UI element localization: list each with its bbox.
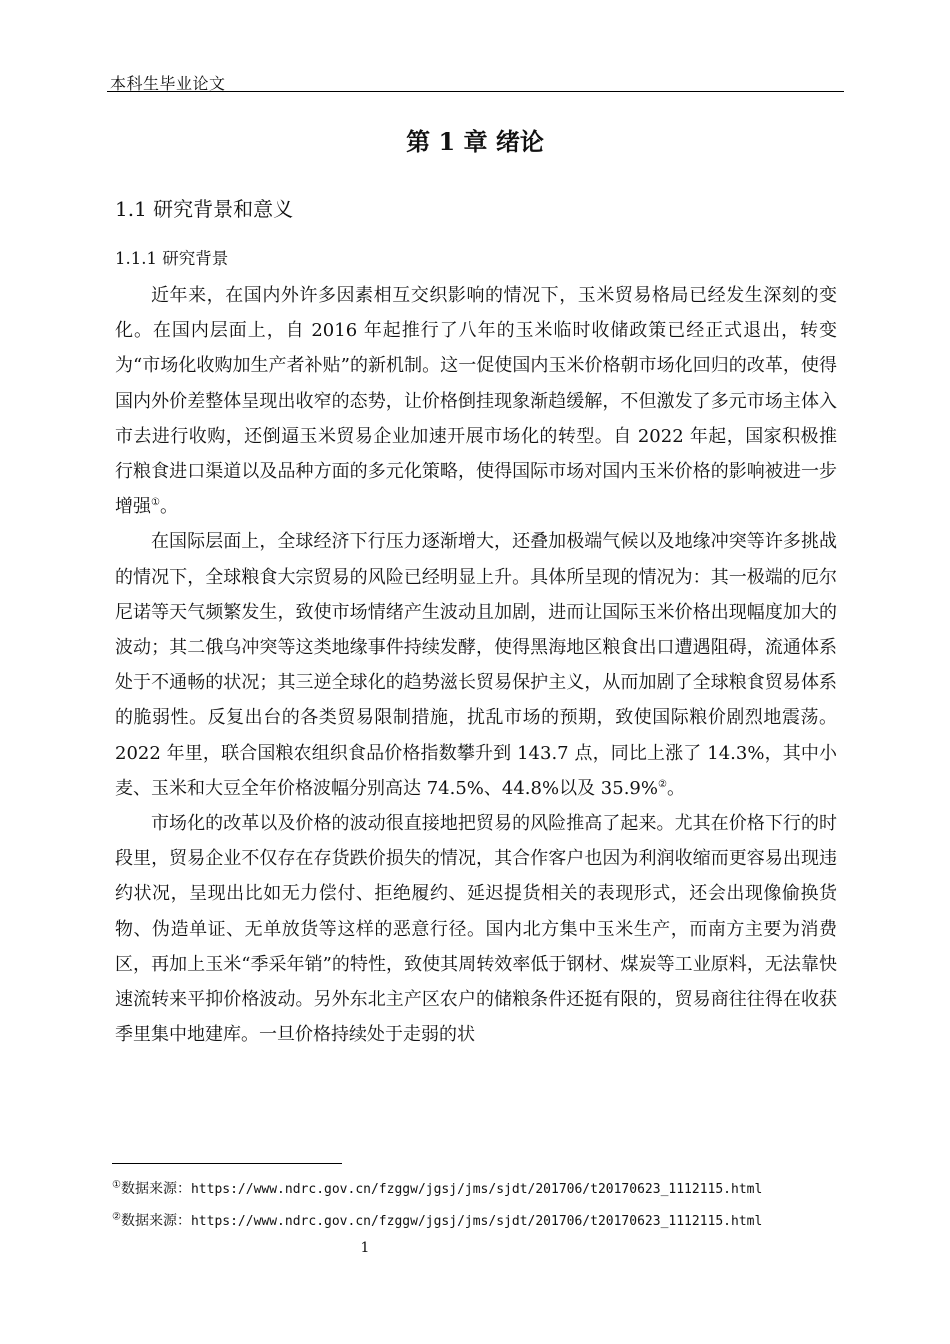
header-rule [107, 91, 844, 92]
footnote-ref[interactable]: ① [151, 497, 160, 509]
paragraph [115, 278, 837, 524]
subsection-title: 1.1.1 研究背景 [115, 249, 229, 268]
footnote-label: 数据来源： [120, 1181, 191, 1197]
paragraph-tail: 。 [666, 777, 685, 799]
paragraph-tail: 。 [159, 496, 178, 518]
footnote-mark: ② [112, 1211, 121, 1223]
footnote-url-link[interactable]: https://www.ndrc.gov.cn/fzggw/jgsj/jms/sjdt/201706/t20170623_1112115.html [190, 1214, 763, 1229]
footnote-url-link[interactable]: https://www.ndrc.gov.cn/fzggw/jgsj/jms/sjdt/201706/t20170623_1112115.html [190, 1182, 763, 1197]
paragraph [115, 806, 837, 1052]
paragraph-text: 近年来，在国内外许多因素相互交织影响的情况下，玉米贸易格局已经发生深刻的变化。在国内层面上，自 2016 年起推行了八年的玉米临时收储政策已经正式退出，转变为“市场化收购加生产者补贴”的新机制。这一促使国内玉米价格朝市场化回归的改革，使得国内外价差整体呈现出收窄的态势，让价格倒挂现象渐趋缓解，不但激发了多元市场主体入市去进行收购，还倒逼玉米贸易企业加速开展市场化的转型。自 2022 年起，国家积极推行粮食进口渠道以及品种方面的多元化策略，使得国际市场对国内玉米价格的影响被进一步增强 [115, 285, 837, 518]
page-number: 1 [360, 1240, 370, 1256]
footnote [112, 1210, 762, 1230]
footnote-ref[interactable]: ② [658, 778, 667, 790]
footnote-label: 数据来源： [120, 1213, 191, 1229]
paragraph-text: 在国际层面上，全球经济下行压力逐渐增大，还叠加极端气候以及地缘冲突等许多挑战的情况下，全球粮食大宗贸易的风险已经明显上升。具体所呈现的情况为：其一极端的厄尔尼诺等天气频繁发生，致使市场情绪产生波动且加剧，进而让国际玉米价格出现幅度加大的波动；其二俄乌冲突等这类地缘事件持续发酵，使得黑海地区粮食出口遭遇阻碍，流通体系处于不通畅的状况；其三逆全球化的趋势滋长贸易保护主义，从而加剧了全球粮食贸易体系的脆弱性。反复出台的各类贸易限制措施，扰乱市场的预期，致使国际粮价剧烈地震荡。2022 年里，联合国粮农组织食品价格指数攀升到 143.7 点，同比上涨了 14.3%，其中小麦、玉米和大豆全年价格波幅分别高达 74.5%、44.8%以及 35.9% [115, 531, 837, 799]
footnote [112, 1178, 762, 1198]
section-title: 1.1 研究背景和意义 [115, 197, 294, 221]
body-text [115, 278, 837, 1052]
chapter-title: 第 1 章 绪论 [406, 127, 544, 156]
paragraph-text: 市场化的改革以及价格的波动很直接地把贸易的风险推高了起来。尤其在价格下行的时段里，贸易企业不仅存在存货跌价损失的情况，其合作客户也因为利润收缩而更容易出现违约状况，呈现出比如无力偿付、拒绝履约、延迟提货相关的表现形式，还会出现像偷换货物、伪造单证、无单放货等这样的恶意行径。国内北方集中玉米生产，而南方主要为消费区，再加上玉米“季采年销”的特性，致使其周转效率低于钢材、煤炭等工业原料，无法靠快速流转来平抑价格波动。另外东北主产区农户的储粮条件还挺有限的，贸易商往往得在收获季里集中地建库。一旦价格持续处于走弱的状 [115, 813, 837, 1046]
footnote-rule [112, 1163, 342, 1164]
footnote-mark: ① [112, 1179, 121, 1191]
paragraph [115, 524, 837, 806]
running-header: 本科生毕业论文 [110, 74, 226, 93]
